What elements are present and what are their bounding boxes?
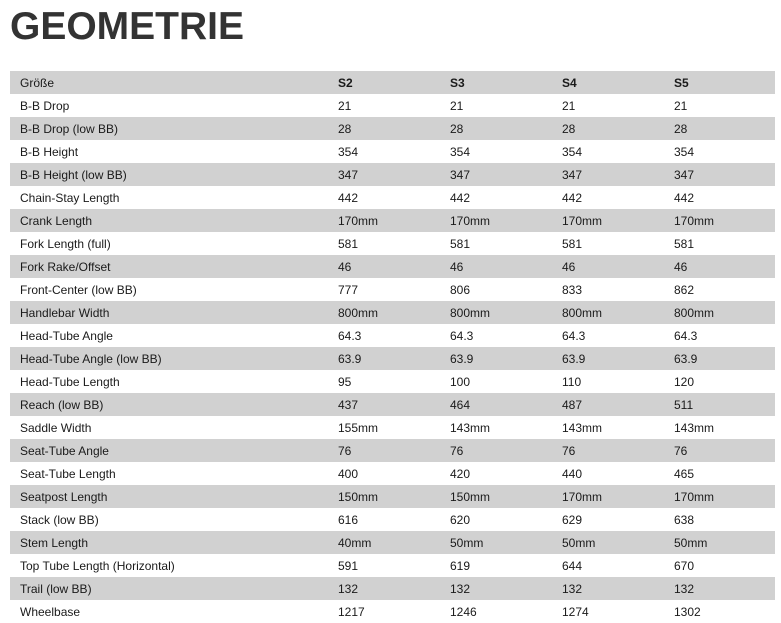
row-value: 400: [338, 466, 359, 481]
row-value: 46: [450, 259, 464, 274]
row-value: 638: [674, 512, 695, 527]
page-title: GEOMETRIE: [10, 5, 245, 48]
row-label: Fork Rake/Offset: [20, 259, 111, 274]
row-value: 170mm: [562, 489, 603, 504]
row-value: 50mm: [674, 535, 708, 550]
table-row: [10, 393, 775, 416]
row-value: 354: [674, 144, 695, 159]
row-value: 28: [562, 121, 576, 136]
row-value: 670: [674, 558, 695, 573]
row-value: 1217: [338, 604, 365, 619]
row-value: 487: [562, 397, 583, 412]
row-label: Seat-Tube Angle: [20, 443, 109, 458]
row-value: 354: [338, 144, 359, 159]
row-value: 616: [338, 512, 359, 527]
row-label: B-B Height: [20, 144, 79, 159]
row-value: 76: [562, 443, 576, 458]
row-value: 464: [450, 397, 471, 412]
row-value: 354: [450, 144, 471, 159]
table-row: [10, 163, 775, 186]
table-row: [10, 600, 775, 623]
row-value: 862: [674, 282, 695, 297]
row-value: 644: [562, 558, 583, 573]
row-value: 28: [450, 121, 464, 136]
row-value: 170mm: [674, 489, 715, 504]
row-value: 21: [450, 98, 464, 113]
row-value: 64.3: [562, 328, 586, 343]
row-value: 63.9: [674, 351, 698, 366]
row-value: 150mm: [450, 489, 491, 504]
row-value: 170mm: [674, 213, 715, 228]
row-value: 110: [562, 374, 582, 389]
row-value: 46: [674, 259, 688, 274]
table-row: [10, 324, 775, 347]
table-row: [10, 508, 775, 531]
row-value: 465: [674, 466, 695, 481]
table-row: [10, 531, 775, 554]
table-row: [10, 94, 775, 117]
row-value: 1302: [674, 604, 701, 619]
row-label: Stem Length: [20, 535, 89, 550]
table-header-row: [10, 71, 775, 94]
table-row: [10, 232, 775, 255]
row-value: 21: [674, 98, 688, 113]
row-value: 132: [338, 581, 359, 596]
table-row: [10, 186, 775, 209]
row-label: Handlebar Width: [20, 305, 110, 320]
row-value: 50mm: [562, 535, 596, 550]
row-value: 63.9: [338, 351, 362, 366]
row-value: 50mm: [450, 535, 484, 550]
row-value: 150mm: [338, 489, 379, 504]
row-value: 120: [674, 374, 695, 389]
row-label: Wheelbase: [20, 604, 81, 619]
row-value: 800mm: [562, 305, 603, 320]
row-value: 76: [674, 443, 688, 458]
row-label: Head-Tube Angle: [20, 328, 113, 343]
row-label: Head-Tube Angle (low BB): [20, 351, 162, 366]
row-value: 442: [562, 190, 583, 205]
table-row: [10, 209, 775, 232]
row-value: 100: [450, 374, 471, 389]
table-row: [10, 439, 775, 462]
row-value: 132: [674, 581, 695, 596]
row-value: 442: [450, 190, 471, 205]
row-value: 420: [450, 466, 471, 481]
row-value: 806: [450, 282, 471, 297]
row-label: Stack (low BB): [20, 512, 99, 527]
row-value: 800mm: [338, 305, 379, 320]
row-label: Head-Tube Length: [20, 374, 120, 389]
geometry-table: [10, 71, 775, 623]
header-size-label: Größe: [20, 75, 55, 90]
row-value: 170mm: [562, 213, 603, 228]
row-value: 511: [674, 397, 694, 412]
header-size-s2: S2: [338, 75, 353, 90]
row-label: Seat-Tube Length: [20, 466, 116, 481]
row-value: 347: [562, 167, 583, 182]
row-value: 581: [450, 236, 471, 251]
row-value: 95: [338, 374, 352, 389]
row-value: 143mm: [450, 420, 491, 435]
row-value: 620: [450, 512, 471, 527]
row-value: 354: [562, 144, 583, 159]
row-value: 64.3: [674, 328, 698, 343]
row-value: 170mm: [338, 213, 379, 228]
row-value: 64.3: [450, 328, 474, 343]
row-value: 629: [562, 512, 583, 527]
row-label: Trail (low BB): [20, 581, 92, 596]
table-row: [10, 255, 775, 278]
row-value: 777: [338, 282, 359, 297]
table-row: [10, 416, 775, 439]
row-label: B-B Drop (low BB): [20, 121, 119, 136]
row-value: 347: [450, 167, 471, 182]
row-value: 581: [338, 236, 359, 251]
row-value: 619: [450, 558, 471, 573]
table-body: [10, 94, 775, 623]
table-row: [10, 117, 775, 140]
header-size-s3: S3: [450, 75, 465, 90]
row-value: 76: [450, 443, 464, 458]
row-value: 581: [674, 236, 695, 251]
row-value: 143mm: [674, 420, 715, 435]
table-row: [10, 462, 775, 485]
row-value: 21: [338, 98, 352, 113]
header-size-s5: S5: [674, 75, 689, 90]
header-size-s4: S4: [562, 75, 577, 90]
row-value: 591: [338, 558, 359, 573]
row-value: 1246: [450, 604, 477, 619]
row-label: Chain-Stay Length: [20, 190, 120, 205]
row-value: 800mm: [674, 305, 715, 320]
table-row: [10, 347, 775, 370]
row-value: 581: [562, 236, 583, 251]
row-value: 170mm: [450, 213, 491, 228]
row-label: Reach (low BB): [20, 397, 104, 412]
row-value: 800mm: [450, 305, 491, 320]
table-row: [10, 554, 775, 577]
row-value: 132: [562, 581, 583, 596]
row-label: Saddle Width: [20, 420, 92, 435]
row-value: 437: [338, 397, 359, 412]
row-label: Fork Length (full): [20, 236, 111, 251]
row-value: 143mm: [562, 420, 603, 435]
row-label: Top Tube Length (Horizontal): [20, 558, 175, 573]
row-value: 76: [338, 443, 352, 458]
row-value: 347: [674, 167, 695, 182]
table-row: [10, 301, 775, 324]
row-label: Crank Length: [20, 213, 93, 228]
row-value: 64.3: [338, 328, 362, 343]
row-label: B-B Height (low BB): [20, 167, 127, 182]
row-value: 46: [338, 259, 352, 274]
row-value: 833: [562, 282, 583, 297]
row-value: 442: [338, 190, 359, 205]
row-label: Front-Center (low BB): [20, 282, 137, 297]
row-value: 440: [562, 466, 583, 481]
table-row: [10, 485, 775, 508]
row-value: 63.9: [562, 351, 586, 366]
row-value: 28: [338, 121, 352, 136]
table-row: [10, 370, 775, 393]
row-label: Seatpost Length: [20, 489, 108, 504]
row-value: 21: [562, 98, 576, 113]
row-value: 347: [338, 167, 359, 182]
row-value: 46: [562, 259, 576, 274]
table-row: [10, 577, 775, 600]
row-value: 1274: [562, 604, 589, 619]
row-value: 442: [674, 190, 695, 205]
table-row: [10, 140, 775, 163]
row-value: 40mm: [338, 535, 372, 550]
row-value: 132: [450, 581, 471, 596]
row-value: 28: [674, 121, 688, 136]
row-value: 155mm: [338, 420, 379, 435]
table-row: [10, 278, 775, 301]
row-label: B-B Drop: [20, 98, 70, 113]
row-value: 63.9: [450, 351, 474, 366]
